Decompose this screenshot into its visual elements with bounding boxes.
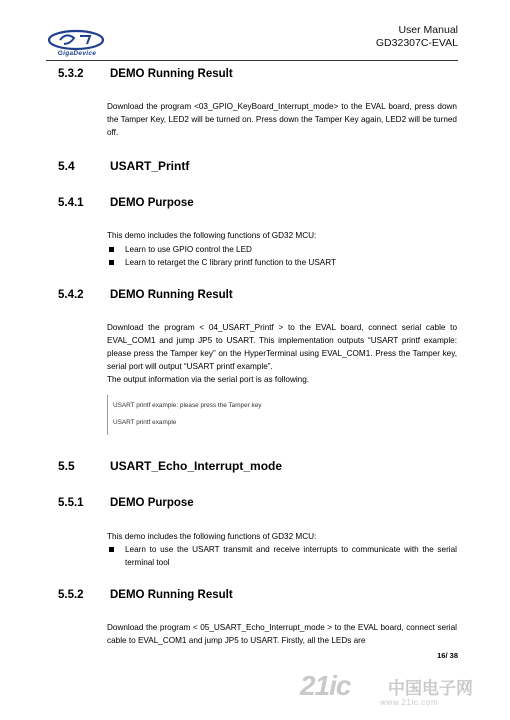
section-title: DEMO Running Result [110,289,233,301]
section-number: 5.4.1 [58,197,84,209]
bullet-list [107,543,457,569]
header-right [376,24,458,50]
paragraph: Download the program <03_GPIO_KeyBoard_Interrupt_mode> to the EVAL board, press down the Tamper Key, LED2 will be turned on. Press down the Tamper Key again, LED2 will be turned off. [107,102,457,137]
board-name: GD32307C-EVAL [375,37,458,49]
code-line: USART printf example [113,419,177,426]
serial-output-box [107,395,458,435]
logo-text: GigaDevice [57,50,97,57]
bullet-list [107,243,457,269]
section-number: 5.5 [58,459,75,473]
section-number: 5.4 [58,159,75,173]
paragraph: This demo includes the following functions of GD32 MCU: [107,231,317,240]
section-title: DEMO Purpose [110,497,194,509]
section-title: DEMO Purpose [110,197,194,209]
section-title: DEMO Running Result [110,589,233,601]
paragraph: Download the program < 04_USART_Printf > to the EVAL board, connect serial cable to EVAL_COM1 and jump JP5 to USART. This implementation outputs “USART printf example: please press the Tamper key” on the HyperTerminal using EVAL_COM1. Press the Tamper key, serial port will output “USART printf example”. The output information via the serial port is as following. [107,323,457,384]
paragraph: Download the program < 05_USART_Echo_Interrupt_mode > to the EVAL board, connect serial cable to EVAL_COM1 and jump JP5 to USART. Firstly, all the LEDs are [107,623,457,645]
list-item: Learn to retarget the C library printf function to the USART [107,256,457,269]
section-title: DEMO Running Result [110,68,233,80]
bullet-square-icon [109,547,114,552]
watermark-cn: 中国电子网 [388,679,473,698]
section-number: 5.5.1 [58,497,84,509]
code-line: USART printf example: please press the Tamper key [113,402,262,409]
list-item: Learn to use GPIO control the LED [107,243,457,256]
bullet-square-icon [109,247,114,252]
doc-type: User Manual [398,24,458,36]
section-title: USART_Printf [110,159,190,173]
bullet-square-icon [109,260,114,265]
header-divider [46,60,458,61]
watermark-brand: 21ic [300,670,351,701]
logo-swoosh-icon [46,28,108,52]
section-number: 5.3.2 [58,68,84,80]
page-number: 16/ 38 [437,651,458,660]
section-number: 5.5.2 [58,589,84,601]
paragraph: This demo includes the following functions of GD32 MCU: [107,532,317,541]
gigadevice-logo [46,28,108,58]
watermark-domain: www.21ic.com [380,698,439,707]
section-number: 5.4.2 [58,289,84,301]
section-title: USART_Echo_Interrupt_mode [110,459,283,473]
list-item: Learn to use the USART transmit and receive interrupts to communicate with the serial terminal tool [107,543,457,569]
watermark [300,670,500,714]
